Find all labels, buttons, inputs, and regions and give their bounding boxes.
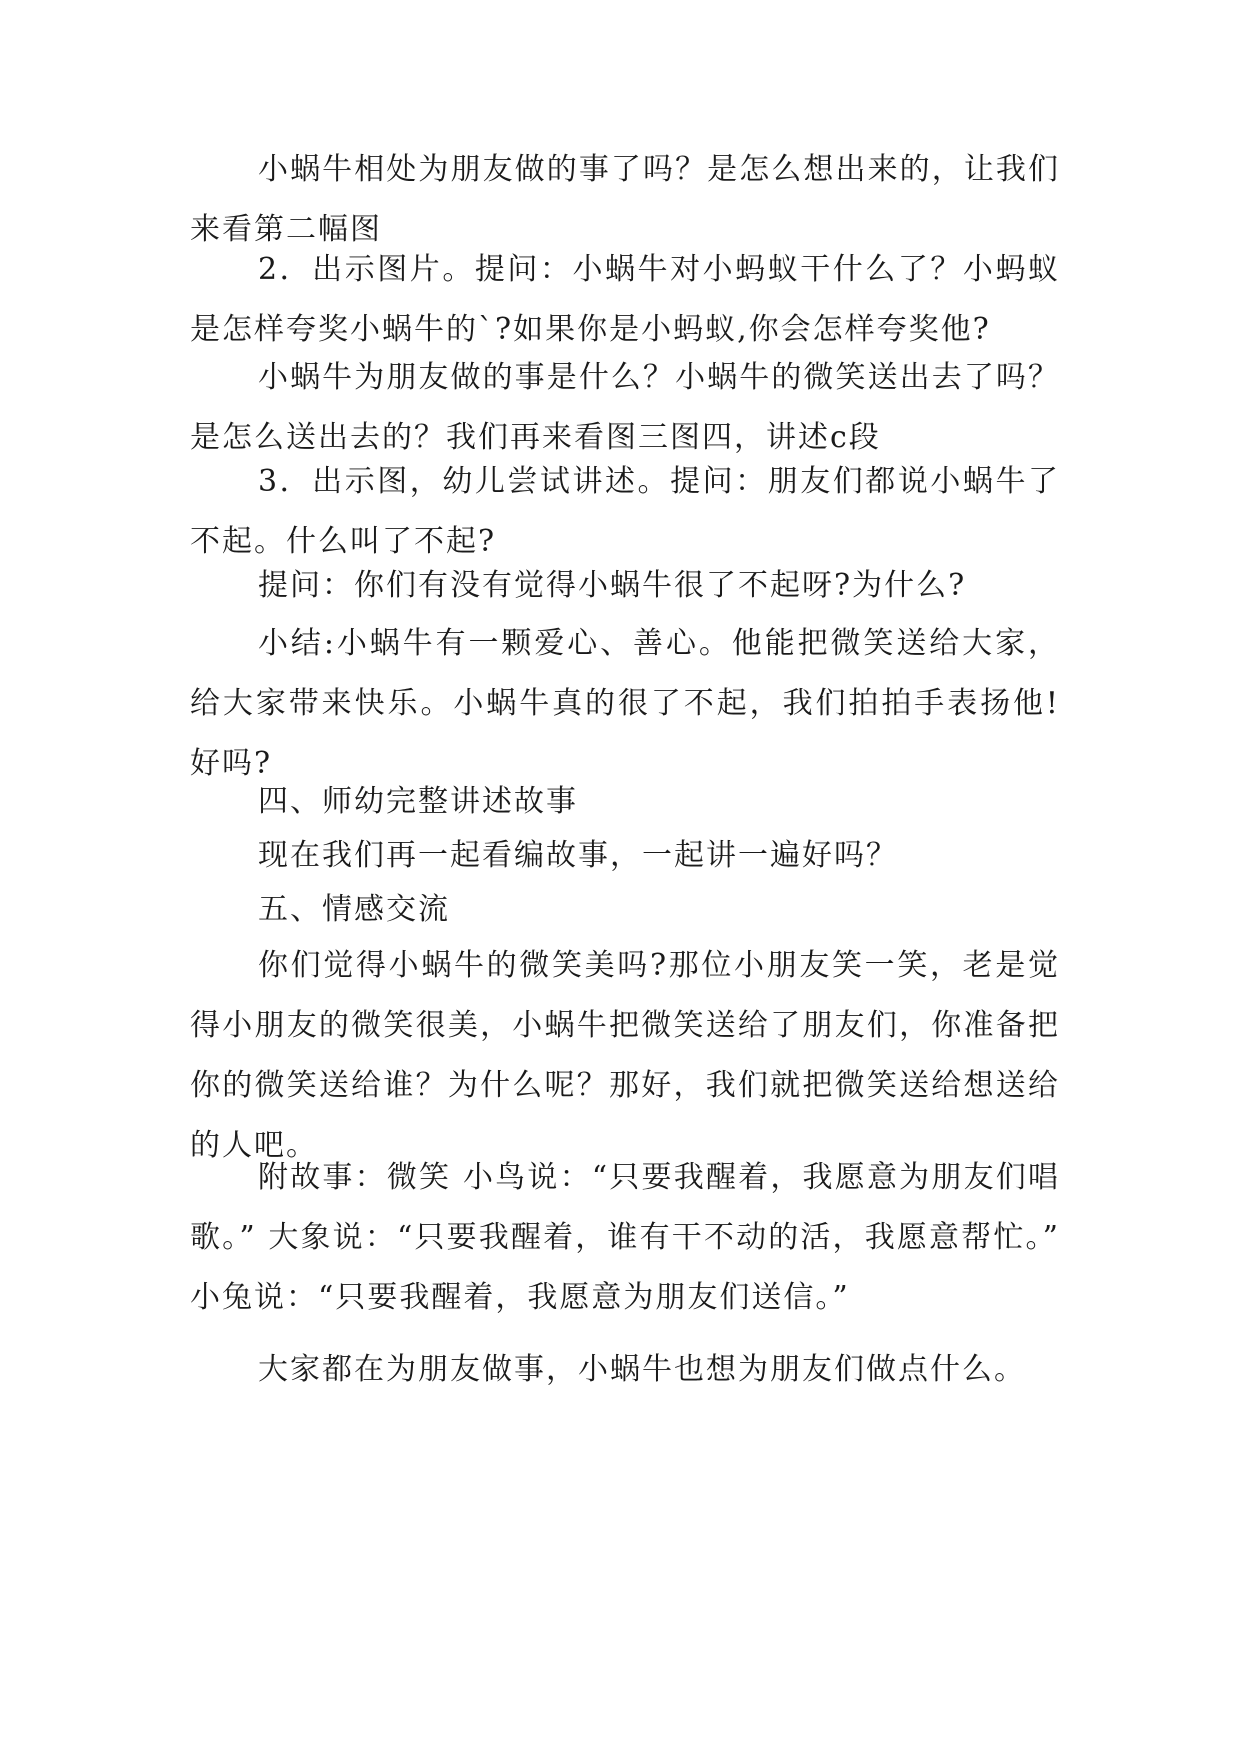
- paragraph-4: 3．出示图，幼儿尝试讲述。提问：朋友们都说小蜗牛了不起。什么叫了不起?: [190, 464, 1060, 559]
- appendix-story: 附故事：微笑 小鸟说：“只要我醒着，我愿意为朋友们唱歌。” 大象说：“只要我醒着，谁有干不动的活，我愿意帮忙。” 小兔说：“只要我醒着，我愿意为朋友们送信。”: [190, 1160, 1060, 1315]
- paragraph-2: 2．出示图片。提问：小蜗牛对小蚂蚁干什么了？小蚂蚁是怎样夸奖小蜗牛的`?如果你是小蚂蚁,你会怎样夸奖他?: [190, 252, 1060, 347]
- section-heading-5: 五、情感交流: [258, 892, 450, 927]
- paragraph-7: 现在我们再一起看编故事，一起讲一遍好吗？: [258, 838, 898, 873]
- paragraph-1: 小蜗牛相处为朋友做的事了吗？是怎么想出来的，让我们来看第二幅图: [190, 152, 1060, 247]
- paragraph-final: 大家都在为朋友做事，小蜗牛也想为朋友们做点什么。: [258, 1352, 1026, 1387]
- section-heading-4: 四、师幼完整讲述故事: [258, 784, 578, 819]
- paragraph-8: 你们觉得小蜗牛的微笑美吗?那位小朋友笑一笑，老是觉得小朋友的微笑很美，小蜗牛把微笑送给了朋友们，你准备把你的微笑送给谁？为什么呢？那好，我们就把微笑送给想送给的人吧。: [190, 948, 1060, 1163]
- paragraph-6: 小结:小蜗牛有一颗爱心、善心。他能把微笑送给大家，给大家带来快乐。小蜗牛真的很了不起，我们拍拍手表扬他!好吗?: [190, 626, 1060, 781]
- paragraph-3: 小蜗牛为朋友做的事是什么？小蜗牛的微笑送出去了吗？是怎么送出去的？我们再来看图三图四，讲述c段: [190, 360, 1060, 455]
- paragraph-5: 提问：你们有没有觉得小蜗牛很了不起呀?为什么?: [258, 568, 967, 603]
